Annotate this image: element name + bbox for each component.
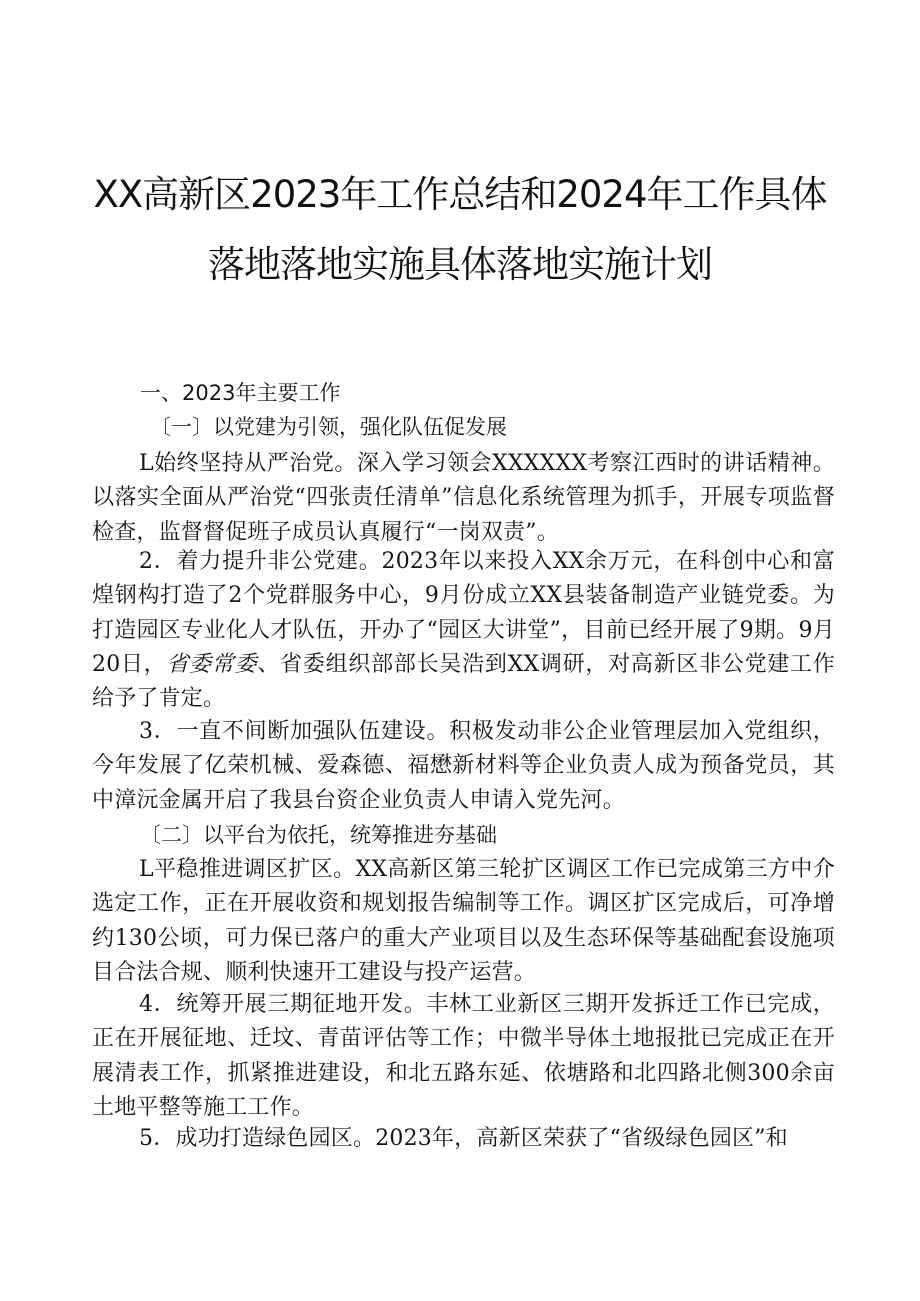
paragraph-2-text-b: 、省委组织部部长吴浩到XX调研，对高新区非公党建工作给予了肯定。 <box>92 651 836 712</box>
subsection-heading-1: 〔一〕以党建为引领，强化队伍促发展 <box>150 415 507 439</box>
document-title-line-2: 落地落地实施具体落地实施计划 <box>208 243 712 286</box>
document-title-line-1: XX高新区2023年工作总结和2024年工作具体 <box>93 173 827 216</box>
paragraph-2-text-a: 2．着力提升非公党建。2023年以来投入XX余万元，在科创中心和富煌钢构打造了2个党群服务中心，9月份成立XX县装备制造产业链党委。为打造园区专业化人才队伍，开办了“园区大讲堂”，目前已经开展了9期。9月20日， <box>92 549 835 677</box>
paragraph-1: L始终坚持从严治党。深入学习领会XXXXXX考察江西时的讲话精神。以落实全面从严治党“四张责任清单”信息化系统管理为抓手，开展专项监督检查，监督督促班子成员认真履行“一岗双责”。 <box>92 451 835 545</box>
paragraph-4: L平稳推进调区扩区。XX高新区第三轮扩区调区工作已完成第三方中介选定工作，正在开展收资和规划报告编制等工作。调区扩区完成后，可净增约130公顷，可力保已落户的重大产业项目以及生态环保等基础配套设施项目合法合规、顺利快速开工建设与投产运营。 <box>92 857 835 985</box>
paragraph-6: 5．成功打造绿色园区。2023年，高新区荣获了“省级绿色园区”和 <box>139 1126 788 1151</box>
paragraph-2 <box>92 545 835 716</box>
paragraph-2-italic: 省委常委 <box>166 651 258 677</box>
paragraph-5: 4．统筹开展三期征地开发。丰林工业新区三期开发拆迁工作已完成，正在开展征地、迁坟、青苗评估等工作；中微半导体土地报批已完成正在开展清表工作，抓紧推进建设，和北五路东延、依塘路和北四路北侧300余亩土地平整等施工工作。 <box>92 992 835 1120</box>
section-heading: 一、2023年主要工作 <box>140 381 341 405</box>
subsection-heading-2: 〔二〕以平台为依托，统筹推进夯基础 <box>140 823 497 847</box>
paragraph-3: 3．一直不间断加强队伍建设。积极发动非公企业管理层加入党组织，今年发展了亿荣机械、爱森德、福懋新材料等企业负责人成为预备党员，其中漳沅金属开启了我县台资企业负责人申请入党先河。 <box>92 719 835 813</box>
